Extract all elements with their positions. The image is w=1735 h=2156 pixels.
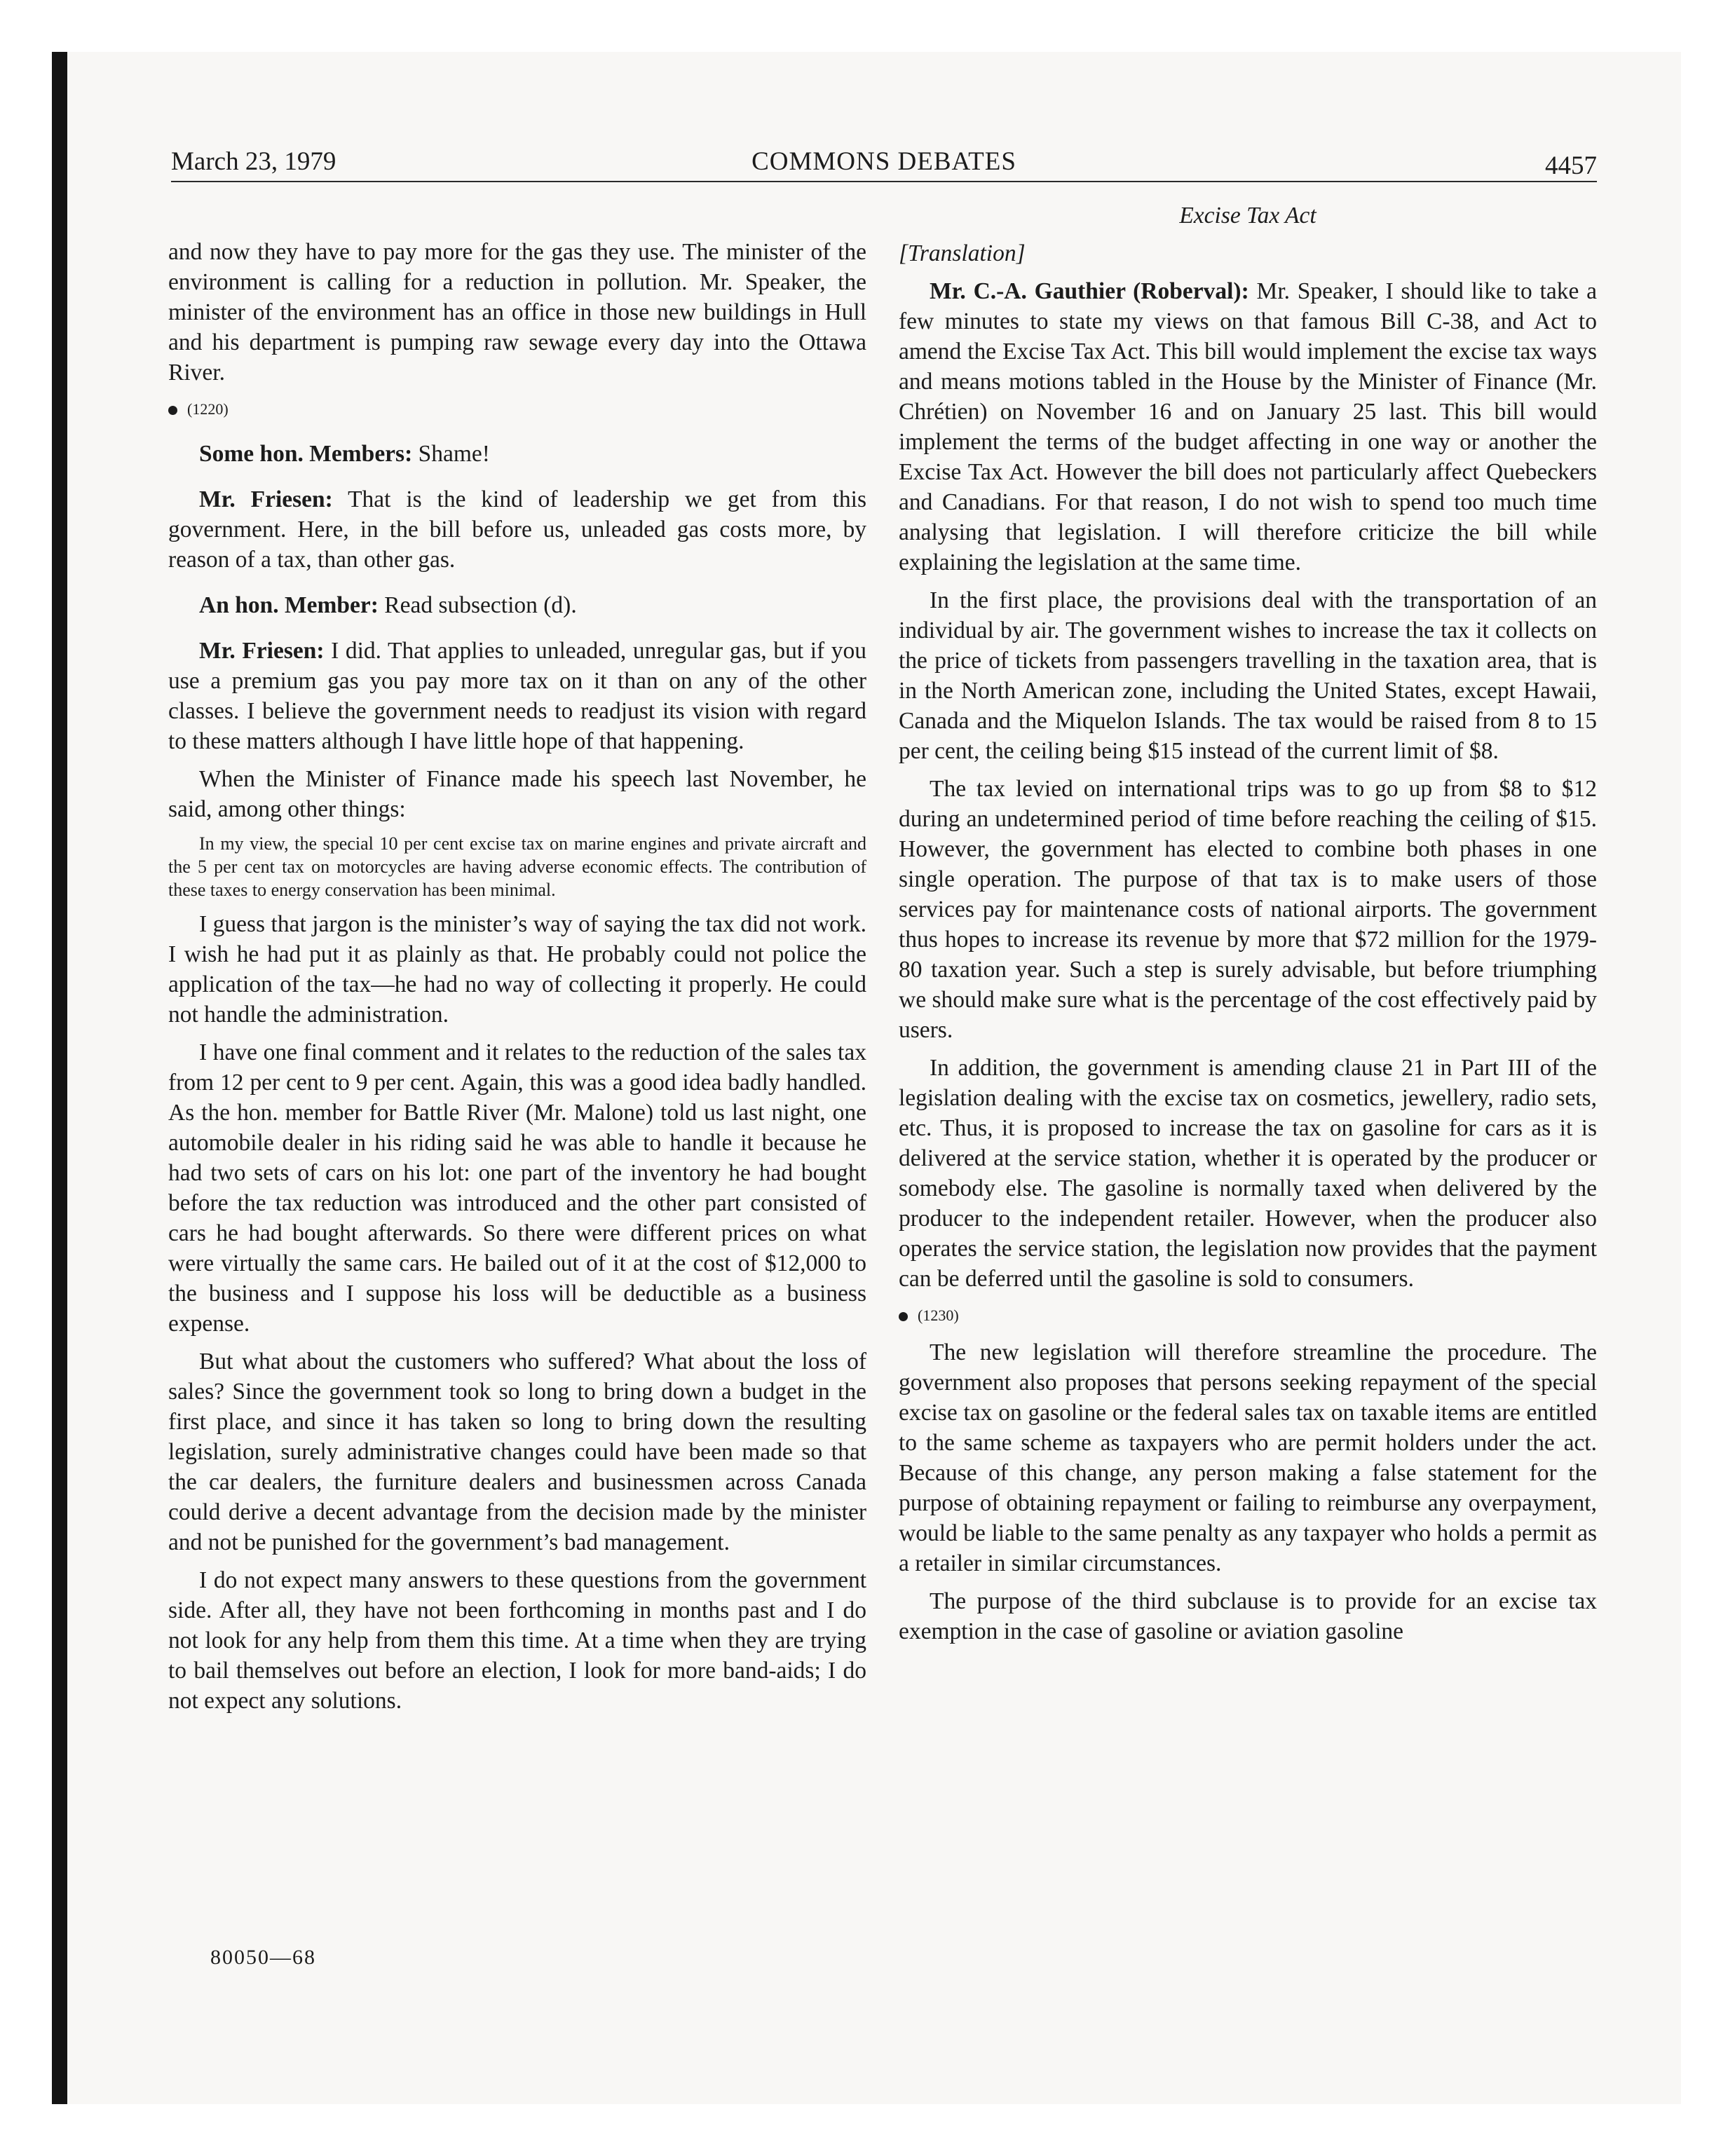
right-column <box>899 200 1597 1646</box>
paragraph: I do not expect many answers to these questions from the government side. After all, they have not been forthcoming in months past and I do not look for any help from them this time. At a time when they are trying to bail themselves out before an election, I look for more band-aids; I do not expect any solutions. <box>168 1567 866 1714</box>
time-marker <box>899 1302 1597 1330</box>
paragraph: I guess that jargon is the minister’s way of saying the tax did not work. I wish he had put it as plainly as that. He probably could not police the application of the tax—he had no way of collecting it properly. He could not handle the administration. <box>168 911 866 1028</box>
paragraph: When the Minister of Finance made his speech last November, he said, among other things: <box>168 766 866 822</box>
speaker-name: An hon. Member: <box>199 592 379 618</box>
paragraph: The tax levied on international trips was to go up from $8 to $12 during an undetermined period of time before reaching the ceiling of $15. However, the government has elected to combine both phases in one single operation. The purpose of that tax is to make users of those services pay for maintenance costs of national airports. The government thus hopes to increase its revenue by more that $72 million for the 1979-80 taxation year. Such a step is surely advisable, but before triumphing we should make sure what is the percentage of the cost effectively paid by users. <box>899 776 1597 1043</box>
speech-text: Read subsection (d). <box>378 592 577 618</box>
running-head: Excise Tax Act <box>1179 203 1316 228</box>
paragraph: In addition, the government is amending clause 21 in Part III of the legislation dealing with the excise tax on cosmetics, jewellery, radio sets, etc. Thus, it is proposed to increase the tax on gasoline for cars as it is delivered at the service station, whether it is operated by the producer or somebody else. The gasoline is normally taxed when delivered by the producer to the independent retailer. However, when the producer also operates the service station, the legislation now provides that the payment can be deferred until the gasoline is sold to consumers. <box>899 1055 1597 1292</box>
speaker-name: Mr. Friesen: <box>199 638 325 664</box>
speech <box>168 636 866 756</box>
speech-text: That is the kind of leadership we get from this government. Here, in the bill before us, unleaded gas costs more, by reason of a tax, than other gas. <box>168 486 866 573</box>
speaker-name: Mr. Friesen: <box>199 486 333 512</box>
translation-label: [Translation] <box>899 240 1026 266</box>
page-header <box>171 146 1597 182</box>
paragraph: In the first place, the provisions deal with the transportation of an individual by air. The government wishes to increase the tax it collects on the price of tickets from passengers travelling in the taxation area, that is in the North American zone, including the United States, except Hawaii, Canada and the Miquelon Islands. The tax would be raised from 8 to 15 per cent, the ceiling being $15 instead of the current limit of $8. <box>899 587 1597 764</box>
scan-binding-edge <box>52 52 67 2104</box>
block-quote: In my view, the special 10 per cent excise tax on marine engines and private aircraft and the 5 per cent tax on motorcycles are having adverse economic effects. The contribution of these taxes to energy conservation has been minimal. <box>168 833 866 900</box>
speaker-name: Mr. C.-A. Gauthier (Roberval): <box>930 278 1249 304</box>
page-number: 4457 <box>1545 151 1597 180</box>
paragraph: But what about the customers who suffered? What about the loss of sales? Since the government took so long to bring down a budget in the first place, and since it has taken so long to bring down the resulting legislation, surely administrative changes could have been made so that the car dealers, the furniture dealers and businessmen across Canada could derive a decent advantage from the decision made by the minister and not be punished for the government’s bad management. <box>168 1349 866 1555</box>
speech-text: Mr. Speaker, I should like to take a few minutes to state my views on that famous Bill C-38, and Act to amend the Excise Tax Act. This bill would implement the excise tax ways and means motions tabled in the House by the Minister of Finance (Mr. Chrétien) on November 16 and on January 25 last. This bill would implement the terms of the budget affecting in one way or another the Excise Tax Act. However the bill does not particularly affect Quebeckers and Canadians. For that reason, I do not wish to spend too much time analysing that legislation. I will therefore criticize the bill while explaining the legislation at the same time. <box>899 278 1597 575</box>
time-stamp: (1220) <box>187 400 229 418</box>
speech-text: Shame! <box>412 441 490 467</box>
speech <box>899 276 1597 578</box>
paragraph: I have one final comment and it relates to the reduction of the sales tax from 12 per cent to 9 per cent. Again, this was a good idea badly handled. As the hon. member for Battle River (Mr. Malone) told us last night, one automobile dealer in his riding said he was able to handle it because he had two sets of cars on his lot: one part of the inventory he had bought before the tax reduction was introduced and the other part consisted of cars he had bought afterwards. So there were different prices on what were virtually the same cars. He bailed out of it at the cost of $12,000 to the business and I suppose his loss will be deductible as a business expense. <box>168 1039 866 1337</box>
header-date: March 23, 1979 <box>171 147 336 176</box>
speech <box>168 590 866 620</box>
paragraph: The new legislation will therefore streamline the procedure. The government also proposes that persons seeking repayment of the special excise tax on gasoline or the federal sales tax on taxable items are entitled to the same scheme as taxpayers who are permit holders under the act. Because of this change, any person making a false statement for the purpose of obtaining repayment or failing to reimburse any overpayment, would be liable to the same penalty as any taxpayer who holds a permit as a retailer in similar circumstances. <box>899 1339 1597 1576</box>
bullet-icon <box>168 406 177 415</box>
footer-code: 80050—68 <box>210 1946 316 1969</box>
speech <box>168 439 866 469</box>
time-marker <box>168 395 866 423</box>
paragraph: and now they have to pay more for the gas they use. The minister of the environment is calling for a reduction in pollution. Mr. Speaker, the minister of the environment has an office in those new buildings in Hull and his department is pumping raw sewage every day into the Ottawa River. <box>168 239 866 386</box>
left-column <box>168 237 866 1716</box>
bullet-icon <box>899 1312 908 1321</box>
time-stamp: (1230) <box>918 1306 959 1324</box>
paragraph: The purpose of the third subclause is to provide for an excise tax exemption in the case of gasoline or aviation gasoline <box>899 1588 1597 1644</box>
header-title: COMMONS DEBATES <box>751 147 1016 176</box>
speaker-name: Some hon. Members: <box>199 441 413 467</box>
speech-text: I did. That applies to unleaded, unregular gas, but if you use a premium gas you pay more tax on it than on any of the other classes. I believe the government needs to readjust its vision with regard to these matters although I have little hope of that happening. <box>168 638 866 754</box>
speech <box>168 484 866 575</box>
